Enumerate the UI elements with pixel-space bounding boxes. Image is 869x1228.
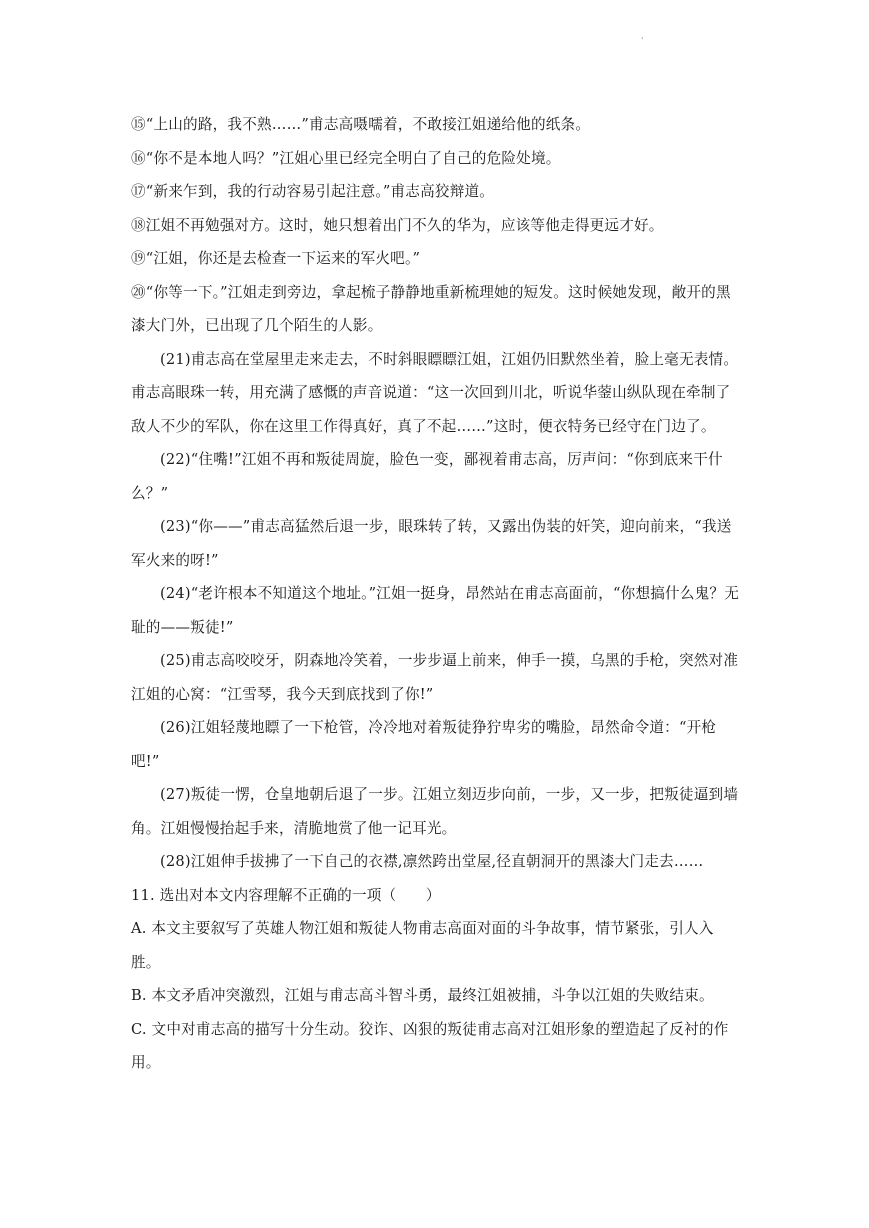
paragraph-27: (27)叛徒一愣，仓皇地朝后退了一步。江姐立刻迈步向前，一步，又一步，把叛徒逼到墙角。江姐慢慢抬起手来，清脆地赏了他一记耳光。 [131, 786, 739, 837]
paragraph-26: (26)江姐轻蔑地瞟了一下枪管，冷冷地对着叛徒狰狞卑劣的嘴脸，昂然命令道：“开枪吧!” [131, 719, 717, 770]
paragraph-22: (22)“住嘴!”江姐不再和叛徒周旋，脸色一变，鄙视着甫志高，厉声问：“你到底来干什么？” [131, 451, 723, 502]
paragraph-18: ⑱江姐不再勉强对方。这时，她只想着出门不久的华为，应该等他走得更远才好。 [131, 216, 664, 234]
paragraph-15: ⑮“上山的路，我不熟……”甫志高嗫嚅着，不敢接江姐递给他的纸条。 [131, 116, 591, 133]
header-dot: · [641, 34, 644, 43]
document-body [131, 108, 741, 1080]
option-b: B. 本文矛盾冲突激烈，江姐与甫志高斗智斗勇，最终江姐被捕，斗争以江姐的失败结束。 [131, 987, 714, 1004]
option-a: A. 本文主要叙写了英雄人物江姐和叛徒人物甫志高面对面的斗争故事，情节紧张，引人入胜。 [131, 920, 714, 971]
paragraph-24: (24)“老许根本不知道这个地址。”江姐一挺身，昂然站在甫志高面前，“你想搞什么鬼？无耻的——叛徒!” [131, 585, 740, 636]
paragraph-25: (25)甫志高咬咬牙，阴森地冷笑着，一步步逼上前来，伸手一摸，乌黑的手枪，突然对准江姐的心窝：“江雪琴，我今天到底找到了你!” [131, 652, 739, 703]
paragraph-16: ⑯“你不是本地人吗？”江姐心里已经完全明白了自己的危险处境。 [131, 149, 561, 167]
paragraph-28: (28)江姐伸手拔拂了一下自己的衣襟,凛然跨出堂屋,径直朝洞开的黑漆大门走去…… [160, 853, 704, 870]
question-stem: 11. 选出对本文内容理解不正确的一项（ ） [131, 886, 441, 904]
paragraph-17: ⑰“新来乍到，我的行动容易引起注意。”甫志高狡辩道。 [131, 183, 495, 200]
paragraph-21: (21)甫志高在堂屋里走来走去，不时斜眼瞟瞟江姐，江姐仍旧默然坐着，脸上毫无表情。甫志高眼珠一转，用充满了感慨的声音说道：“这一次回到川北，听说华蓥山纵队现在牵制了敌人不少的军队，你在这里工作得真好，真了不起……”这时，便衣特务已经守在门边了。 [131, 350, 739, 435]
paragraph-23: (23)“你——”甫志高猛然后退一步，眼珠转了转，又露出伪装的奸笑，迎向前来，“我送军火来的呀!” [131, 518, 732, 569]
paragraph-19: ⑲“江姐，你还是去检查一下运来的军火吧。” [131, 250, 421, 267]
option-c: C. 文中对甫志高的描写十分生动。狡诈、凶狠的叛徒甫志高对江姐形象的塑造起了反衬的作用。 [131, 1020, 729, 1071]
paragraph-20: ⑳“你等一下。”江姐走到旁边，拿起梳子静静地重新梳理她的短发。这时候她发现，敞开的黑漆大门外，已出现了几个陌生的人影。 [131, 283, 731, 334]
